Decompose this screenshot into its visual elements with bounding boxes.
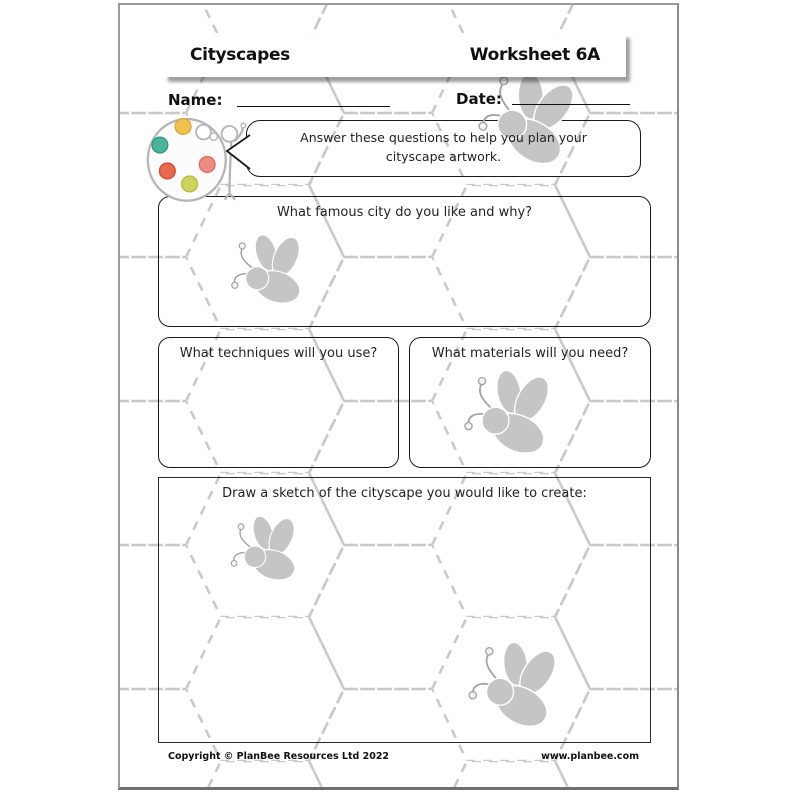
question-label: What famous city do you like and why? [276,205,533,220]
bee-icon [455,363,563,464]
bee-icon [218,223,318,318]
worksheet-page [118,3,679,790]
name-label: Name: [168,91,223,109]
question-label: What techniques will you use? [179,346,378,361]
intro-speech-text: Answer these questions to help you plan your cityscape artwork. [300,130,587,165]
worksheet-titlebar [164,33,626,77]
copyright-text: Copyright © PlanBee Resources Ltd 2022 [168,751,390,762]
question-label: What materials will you need? [431,346,629,361]
date-label: Date: [456,90,502,108]
intro-speech-bubble [246,120,641,177]
date-write-line [512,104,630,105]
speech-bubble-tail [224,133,252,171]
bee-icon [218,506,312,595]
worksheet-number: Worksheet 6A [469,45,600,65]
website-text: www.planbee.com [541,751,639,762]
name-write-line [237,106,390,107]
worksheet-subject: Cityscapes [190,45,290,65]
question-box-techniques [158,337,399,468]
question-label: Draw a sketch of the cityscape you would like to create: [222,486,587,501]
bee-icon [457,631,572,739]
